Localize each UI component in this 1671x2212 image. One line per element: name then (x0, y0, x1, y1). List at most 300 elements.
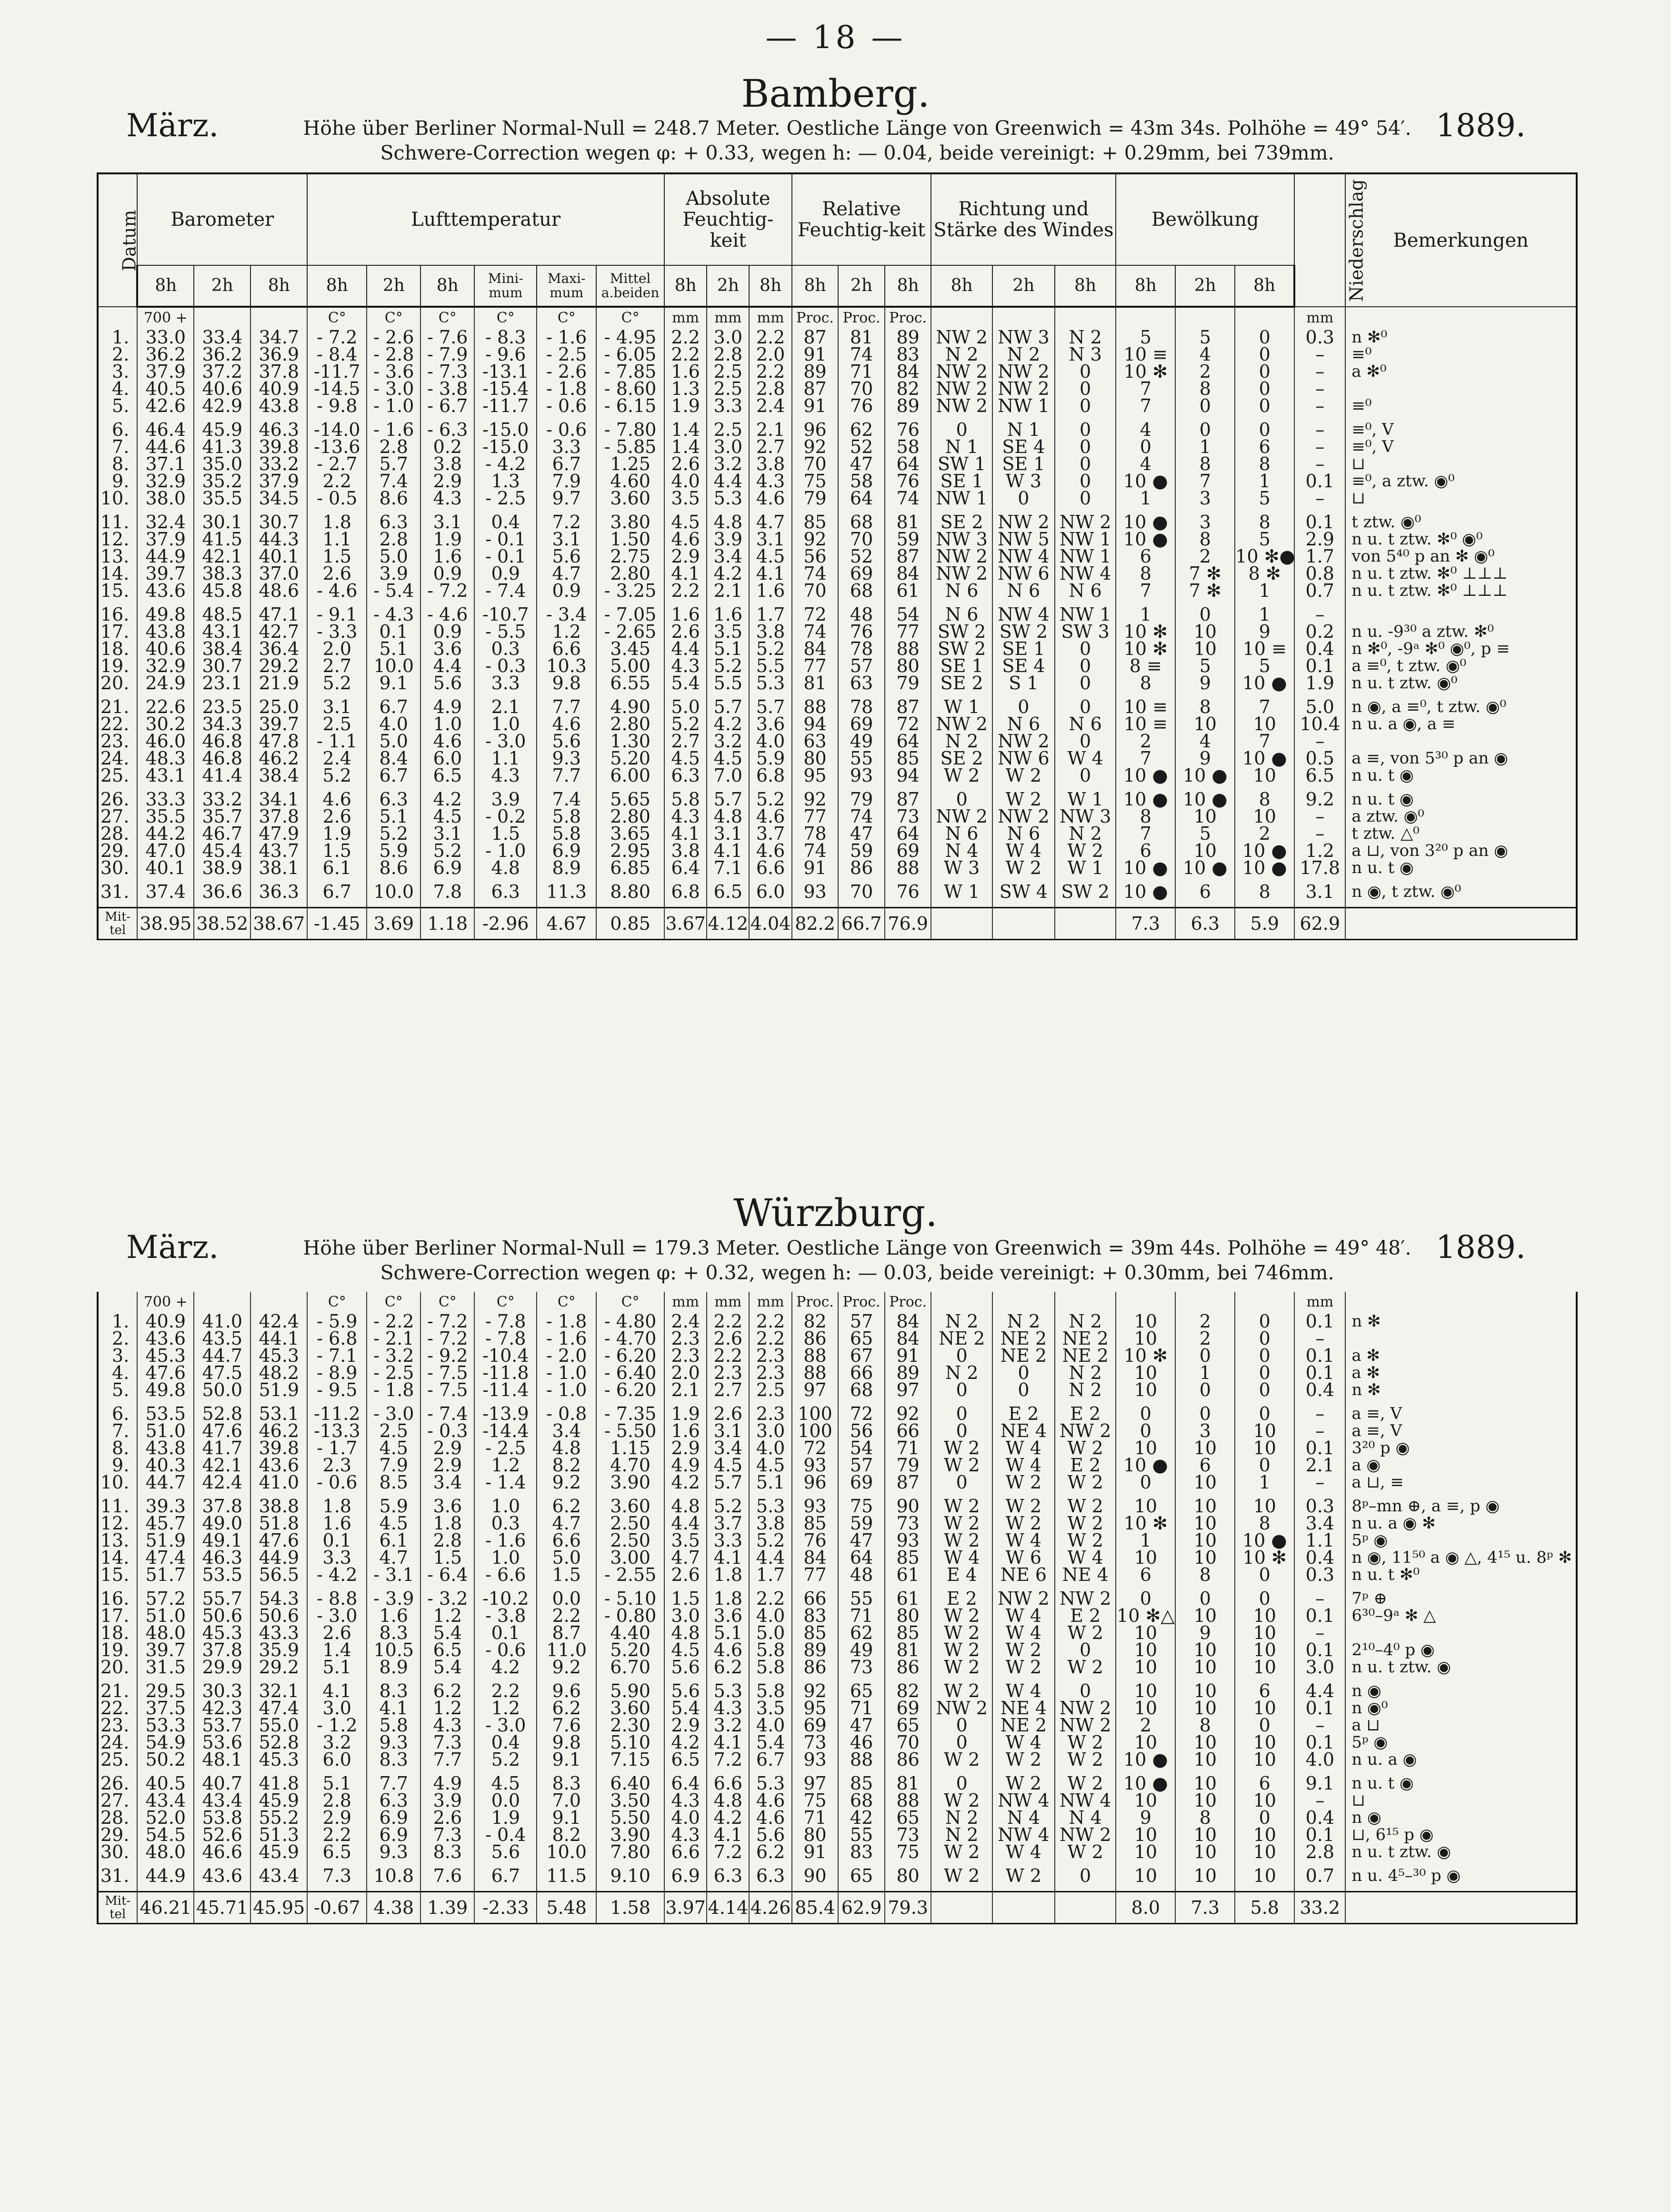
value-cell: 1.9 (664, 397, 707, 414)
value-cell: 8 (1175, 380, 1235, 397)
value-cell: 89 (792, 363, 839, 380)
value-cell: 4.5 (749, 1457, 791, 1474)
value-cell: NW 2 (992, 808, 1055, 825)
value-cell: -13.1 (474, 363, 537, 380)
mean-cell: -1.45 (307, 908, 367, 940)
value-cell: 8 (1175, 531, 1235, 548)
value-cell: 0 (1055, 698, 1116, 715)
subheader-cell: 2h (992, 265, 1055, 307)
remark-cell: n u. a ◉ ✻ (1345, 1515, 1577, 1532)
value-cell: 6.6 (749, 859, 791, 876)
value-cell: 39.7 (250, 715, 307, 733)
value-cell: – (1294, 808, 1345, 825)
value-cell: - 9.5 (307, 1381, 367, 1398)
day-cell: 26. (98, 1775, 137, 1792)
value-cell: 6.7 (474, 1867, 537, 1884)
value-cell: 0 (931, 1405, 992, 1422)
value-cell: 1 (1235, 473, 1294, 490)
mean-cell (1055, 1892, 1116, 1924)
value-cell: W 2 (1055, 1751, 1116, 1768)
remark-cell: a ≡, V (1345, 1422, 1577, 1439)
value-cell: 7 (1116, 825, 1175, 842)
value-cell: 61 (885, 1590, 931, 1607)
value-cell: 5.00 (596, 657, 664, 674)
value-cell: 5.1 (367, 640, 420, 657)
value-cell: 0.1 (1294, 1734, 1345, 1751)
value-cell: 74 (885, 490, 931, 507)
value-cell: SE 2 (931, 750, 992, 767)
value-cell: 5.2 (474, 1751, 537, 1768)
value-cell: 89 (885, 1364, 931, 1381)
value-cell: 0 (1235, 1717, 1294, 1734)
value-cell: 7.6 (537, 1717, 596, 1734)
value-cell: 38.4 (250, 767, 307, 784)
value-cell: W 2 (1055, 1624, 1116, 1641)
value-cell: 51.3 (250, 1826, 307, 1843)
value-cell: 3.0 (307, 1699, 367, 1717)
mean-cell: -2.33 (474, 1892, 537, 1924)
value-cell: 4.3 (749, 473, 791, 490)
value-cell: 2.6 (420, 1809, 474, 1826)
value-cell: 0 (1175, 1347, 1235, 1364)
value-cell: 90 (885, 1498, 931, 1515)
value-cell: 3.60 (596, 1498, 664, 1515)
unit-row (98, 307, 1577, 329)
value-cell: - 6.7 (420, 397, 474, 414)
value-cell: 47.9 (250, 825, 307, 842)
value-cell: 0.4 (474, 1734, 537, 1751)
value-cell: 3.50 (596, 1792, 664, 1809)
value-cell: 0.1 (1294, 1607, 1345, 1624)
value-cell: 10 (1235, 1498, 1294, 1515)
value-cell: - 3.1 (367, 1566, 420, 1583)
value-cell: 2.8 (420, 1532, 474, 1549)
value-cell: 61 (885, 1566, 931, 1583)
value-cell: - 7.80 (596, 421, 664, 438)
value-cell: 81 (885, 513, 931, 531)
unit-cell: C° (474, 307, 537, 329)
value-cell: 4.3 (664, 1792, 707, 1809)
value-cell: 0 (1055, 767, 1116, 784)
value-cell: 6.3 (367, 513, 420, 531)
value-cell: 4.90 (596, 698, 664, 715)
value-cell: 4.2 (420, 791, 474, 808)
value-cell: - 1.0 (474, 842, 537, 859)
value-cell: 48 (838, 1566, 885, 1583)
value-cell: 2 (1175, 1330, 1235, 1347)
value-cell: 5.3 (707, 1682, 749, 1699)
value-cell: 30.7 (250, 513, 307, 531)
value-cell: 0.1 (1294, 1699, 1345, 1717)
subheader-cell: 8h (792, 265, 839, 307)
value-cell: 0 (1235, 1590, 1294, 1607)
row-spacer (98, 900, 1577, 908)
value-cell: 8 ≡ (1116, 657, 1175, 674)
value-cell: 44.9 (250, 1549, 307, 1566)
value-cell: 6.5 (664, 1751, 707, 1768)
value-cell: N 6 (1055, 715, 1116, 733)
table-row (98, 548, 1577, 565)
table-row (98, 1330, 1577, 1347)
value-cell: 5.6 (420, 674, 474, 692)
value-cell: 3.9 (474, 791, 537, 808)
value-cell: 1 (1235, 606, 1294, 623)
value-cell: - 2.7 (307, 455, 367, 473)
value-cell: 2.8 (367, 438, 420, 455)
value-cell: - 7.4 (474, 582, 537, 599)
value-cell: W 2 (931, 1607, 992, 1624)
value-cell: 91 (885, 1347, 931, 1364)
value-cell: -15.0 (474, 438, 537, 455)
value-cell: - 1.2 (307, 1717, 367, 1734)
value-cell: 10 (1235, 1699, 1294, 1717)
value-cell: 2.80 (596, 565, 664, 582)
value-cell: NE 2 (992, 1330, 1055, 1347)
value-cell: 8.3 (537, 1775, 596, 1792)
value-cell: 10 (1235, 808, 1294, 825)
table-row (98, 825, 1577, 842)
mean-cell: -0.67 (307, 1892, 367, 1924)
header-lufttemperatur: Lufttemperatur (307, 173, 664, 265)
remark-cell: 3²⁰ p ◉ (1345, 1439, 1577, 1457)
table-row (98, 490, 1577, 507)
value-cell: 5 (1175, 657, 1235, 674)
value-cell: 69 (792, 1717, 839, 1734)
value-cell: 5.0 (1294, 698, 1345, 715)
value-cell: 0.4 (1294, 1809, 1345, 1826)
value-cell: 40.6 (137, 640, 194, 657)
table-row (98, 1809, 1577, 1826)
value-cell: 7.0 (537, 1792, 596, 1809)
value-cell: N 6 (992, 715, 1055, 733)
value-cell: 1.1 (307, 531, 367, 548)
spacer-cell (1345, 900, 1577, 908)
value-cell: 0.1 (1294, 657, 1345, 674)
value-cell: 50.6 (250, 1607, 307, 1624)
table-row (98, 1590, 1577, 1607)
value-cell: W 2 (992, 1775, 1055, 1792)
value-cell: 7 (1175, 473, 1235, 490)
table-row (98, 1515, 1577, 1532)
value-cell: 32.1 (250, 1682, 307, 1699)
value-cell: 58 (838, 473, 885, 490)
value-cell: 10 ✻ (1116, 640, 1175, 657)
value-cell: 25.0 (250, 698, 307, 715)
value-cell: N 2 (931, 1313, 992, 1330)
value-cell: 3.8 (749, 1515, 791, 1532)
value-cell: 2.8 (707, 346, 749, 363)
value-cell: W 2 (992, 791, 1055, 808)
value-cell: 43.8 (137, 623, 194, 640)
value-cell: 86 (792, 1330, 839, 1347)
value-cell: 76 (838, 397, 885, 414)
remark-cell: ⊔, 6¹⁵ p ◉ (1345, 1826, 1577, 1843)
day-cell: 18. (98, 640, 137, 657)
value-cell: 80 (885, 657, 931, 674)
day-cell: 21. (98, 698, 137, 715)
value-cell: – (1294, 1474, 1345, 1491)
value-cell: 5.20 (596, 1641, 664, 1659)
value-cell: 83 (885, 346, 931, 363)
value-cell: NW 1 (931, 490, 992, 507)
value-cell: 4.5 (664, 1641, 707, 1659)
value-cell: 10 (1175, 623, 1235, 640)
value-cell: 43.4 (137, 1792, 194, 1809)
value-cell: 5.9 (367, 842, 420, 859)
value-cell: 10 (1235, 1734, 1294, 1751)
value-cell: – (1294, 421, 1345, 438)
table-row (98, 842, 1577, 859)
value-cell: - 7.2 (420, 582, 474, 599)
value-cell: W 2 (992, 859, 1055, 876)
value-cell: 37.8 (250, 808, 307, 825)
value-cell: 0.1 (1294, 1826, 1345, 1843)
value-cell: 92 (792, 531, 839, 548)
value-cell: - 2.5 (474, 490, 537, 507)
unit-cell: mm (664, 307, 707, 329)
subheader-cell: 8h (931, 265, 992, 307)
value-cell: 37.2 (194, 363, 250, 380)
value-cell: 5.2 (307, 674, 367, 692)
value-cell: 35.5 (194, 490, 250, 507)
value-cell: 47.5 (194, 1364, 250, 1381)
unit-cell (1055, 307, 1116, 329)
value-cell: 3.3 (307, 1549, 367, 1566)
remark-cell: n ◉, t ztw. ◉⁰ (1345, 883, 1577, 900)
value-cell: SW 3 (1055, 623, 1116, 640)
value-cell: 2.6 (307, 565, 367, 582)
value-cell: 69 (885, 842, 931, 859)
remark-cell: n u. t ◉ (1345, 1775, 1577, 1792)
value-cell: 6.3 (707, 1867, 749, 1884)
mean-cell: 33.2 (1294, 1892, 1345, 1924)
value-cell: 8.3 (420, 1843, 474, 1860)
header-relative-feuchtigkeit: Relative Feuchtig-keit (792, 173, 931, 265)
value-cell: - 1.8 (537, 380, 596, 397)
value-cell: 43.5 (194, 1330, 250, 1347)
value-cell: 4.5 (707, 750, 749, 767)
value-cell: 2.8 (367, 531, 420, 548)
unit-cell (931, 307, 992, 329)
mean-cell: 4.26 (749, 1892, 791, 1924)
value-cell: NW 4 (992, 1826, 1055, 1843)
value-cell: 6.6 (537, 640, 596, 657)
value-cell: 0 (931, 421, 992, 438)
value-cell: - 0.80 (596, 1607, 664, 1624)
remark-cell: n u. t ◉ (1345, 791, 1577, 808)
value-cell: 1.6 (367, 1607, 420, 1624)
value-cell: 29.2 (250, 1659, 307, 1676)
table-row (98, 1347, 1577, 1364)
table-row (98, 1792, 1577, 1809)
value-cell: 10 (1175, 1826, 1235, 1843)
value-cell: 79 (885, 674, 931, 692)
value-cell: 5.2 (707, 657, 749, 674)
value-cell: 50.0 (194, 1381, 250, 1398)
subheader-cell: 2h (838, 265, 885, 307)
value-cell: 6.9 (367, 1826, 420, 1843)
value-cell: 35.2 (194, 473, 250, 490)
value-cell: 54 (885, 606, 931, 623)
value-cell: NW 2 (992, 513, 1055, 531)
day-cell: 14. (98, 1549, 137, 1566)
value-cell: 3.6 (420, 640, 474, 657)
value-cell: 10 ● (1116, 1775, 1175, 1792)
value-cell: 0.8 (1294, 565, 1345, 582)
value-cell: W 4 (992, 1457, 1055, 1474)
value-cell: 4.60 (596, 473, 664, 490)
value-cell: W 2 (992, 1751, 1055, 1768)
value-cell: 2.2 (474, 1682, 537, 1699)
remark-cell: ≡⁰, V (1345, 438, 1577, 455)
value-cell: 5.50 (596, 1809, 664, 1826)
value-cell: 59 (838, 842, 885, 859)
value-cell: 32.9 (137, 473, 194, 490)
table-row (98, 674, 1577, 692)
value-cell: - 4.2 (307, 1566, 367, 1583)
value-cell: 10 ● (1235, 1532, 1294, 1549)
day-cell: 22. (98, 715, 137, 733)
value-cell: 0 (1175, 606, 1235, 623)
value-cell: 1.8 (307, 1498, 367, 1515)
value-cell: 2.5 (707, 380, 749, 397)
value-cell: 42.1 (194, 1457, 250, 1474)
value-cell: 42.7 (250, 623, 307, 640)
value-cell: - 2.8 (367, 346, 420, 363)
value-cell: 10 (1175, 1498, 1235, 1515)
value-cell: 45.3 (250, 1347, 307, 1364)
value-cell: 1.7 (749, 1566, 791, 1583)
value-cell: 4.2 (707, 715, 749, 733)
value-cell: 3.3 (537, 438, 596, 455)
value-cell: 66 (885, 1422, 931, 1439)
value-cell: - 7.85 (596, 363, 664, 380)
value-cell: 48.0 (137, 1843, 194, 1860)
value-cell: - 6.8 (307, 1330, 367, 1347)
value-cell: -13.3 (307, 1422, 367, 1439)
value-cell: 45.9 (250, 1792, 307, 1809)
remark-cell: ⊔ (1345, 490, 1577, 507)
value-cell: 87 (885, 698, 931, 715)
value-cell: NW 1 (1055, 531, 1116, 548)
table-row (98, 531, 1577, 548)
value-cell: - 9.6 (474, 346, 537, 363)
value-cell: 5.7 (707, 1474, 749, 1491)
table-row (98, 657, 1577, 674)
value-cell: - 9.2 (420, 1347, 474, 1364)
value-cell: 0 (1055, 733, 1116, 750)
value-cell: 10 (1175, 1549, 1235, 1566)
value-cell: 10 ✻ (1116, 1515, 1175, 1532)
value-cell: 35.9 (250, 1641, 307, 1659)
value-cell: 0 (992, 698, 1055, 715)
value-cell: 3.5 (749, 1699, 791, 1717)
value-cell: 1.25 (596, 455, 664, 473)
value-cell: N 1 (931, 438, 992, 455)
value-cell: 2.5 (367, 1422, 420, 1439)
subheader-cell: 8h (420, 265, 474, 307)
value-cell: 10.5 (367, 1641, 420, 1659)
value-cell: 54.5 (137, 1826, 194, 1843)
value-cell: -14.4 (474, 1422, 537, 1439)
value-cell: 8.7 (537, 1624, 596, 1641)
table-row (98, 1624, 1577, 1641)
value-cell: 86 (885, 1751, 931, 1768)
value-cell: 5.8 (749, 1682, 791, 1699)
weather-table-wuerzburg (97, 1292, 1578, 1924)
value-cell: – (1294, 346, 1345, 363)
value-cell: 45.4 (194, 842, 250, 859)
value-cell: 78 (838, 640, 885, 657)
value-cell: 10 ✻ (1116, 623, 1175, 640)
value-cell: 10 (1116, 1439, 1175, 1457)
day-cell: 13. (98, 548, 137, 565)
value-cell: 88 (792, 1364, 839, 1381)
value-cell: 3.0 (707, 438, 749, 455)
remark-cell: a ⊔, ≡ (1345, 1474, 1577, 1491)
value-cell: W 2 (992, 1515, 1055, 1532)
value-cell: 72 (885, 715, 931, 733)
value-cell: 3.0 (749, 1422, 791, 1439)
value-cell: N 6 (1055, 582, 1116, 599)
subheader-cell: 2h (194, 265, 250, 307)
mean-cell (1345, 1892, 1577, 1924)
remark-cell: t ztw. △⁰ (1345, 825, 1577, 842)
value-cell: SE 1 (931, 657, 992, 674)
unit-cell (194, 307, 250, 329)
value-cell: 59 (838, 1515, 885, 1532)
day-cell: 7. (98, 438, 137, 455)
value-cell: -11.8 (474, 1364, 537, 1381)
value-cell: 3.3 (474, 674, 537, 692)
value-cell: 0 (1055, 455, 1116, 473)
remark-cell: ≡⁰ (1345, 346, 1577, 363)
value-cell: 65 (838, 1867, 885, 1884)
value-cell: 10 ✻ (1116, 363, 1175, 380)
value-cell: 10 (1235, 1607, 1294, 1624)
value-cell: NW 3 (931, 531, 992, 548)
value-cell: 47.4 (137, 1549, 194, 1566)
value-cell: 3.2 (307, 1734, 367, 1751)
value-cell: 81 (885, 1641, 931, 1659)
value-cell: SE 1 (992, 640, 1055, 657)
value-cell: 6.0 (420, 750, 474, 767)
value-cell: 4.8 (707, 808, 749, 825)
value-cell: 4.5 (664, 513, 707, 531)
value-cell: 6.0 (307, 1751, 367, 1768)
value-cell: 1.8 (307, 513, 367, 531)
value-cell: 80 (792, 1826, 839, 1843)
day-cell: 23. (98, 1717, 137, 1734)
value-cell: - 2.1 (367, 1330, 420, 1347)
value-cell: 10 (1175, 1532, 1235, 1549)
value-cell: 8 (1235, 791, 1294, 808)
table-row (98, 329, 1577, 346)
value-cell: 1.6 (664, 1422, 707, 1439)
value-cell: 2.4 (664, 1313, 707, 1330)
value-cell: 5 (1235, 531, 1294, 548)
day-cell: 16. (98, 606, 137, 623)
table-row (98, 1566, 1577, 1583)
value-cell: - 7.5 (420, 1364, 474, 1381)
value-cell: 73 (885, 808, 931, 825)
value-cell: 23.1 (194, 674, 250, 692)
value-cell: 73 (885, 1826, 931, 1843)
value-cell: 82 (792, 1313, 839, 1330)
value-cell: 8 (1235, 455, 1294, 473)
table-row (98, 346, 1577, 363)
value-cell: 6.6 (707, 1775, 749, 1792)
